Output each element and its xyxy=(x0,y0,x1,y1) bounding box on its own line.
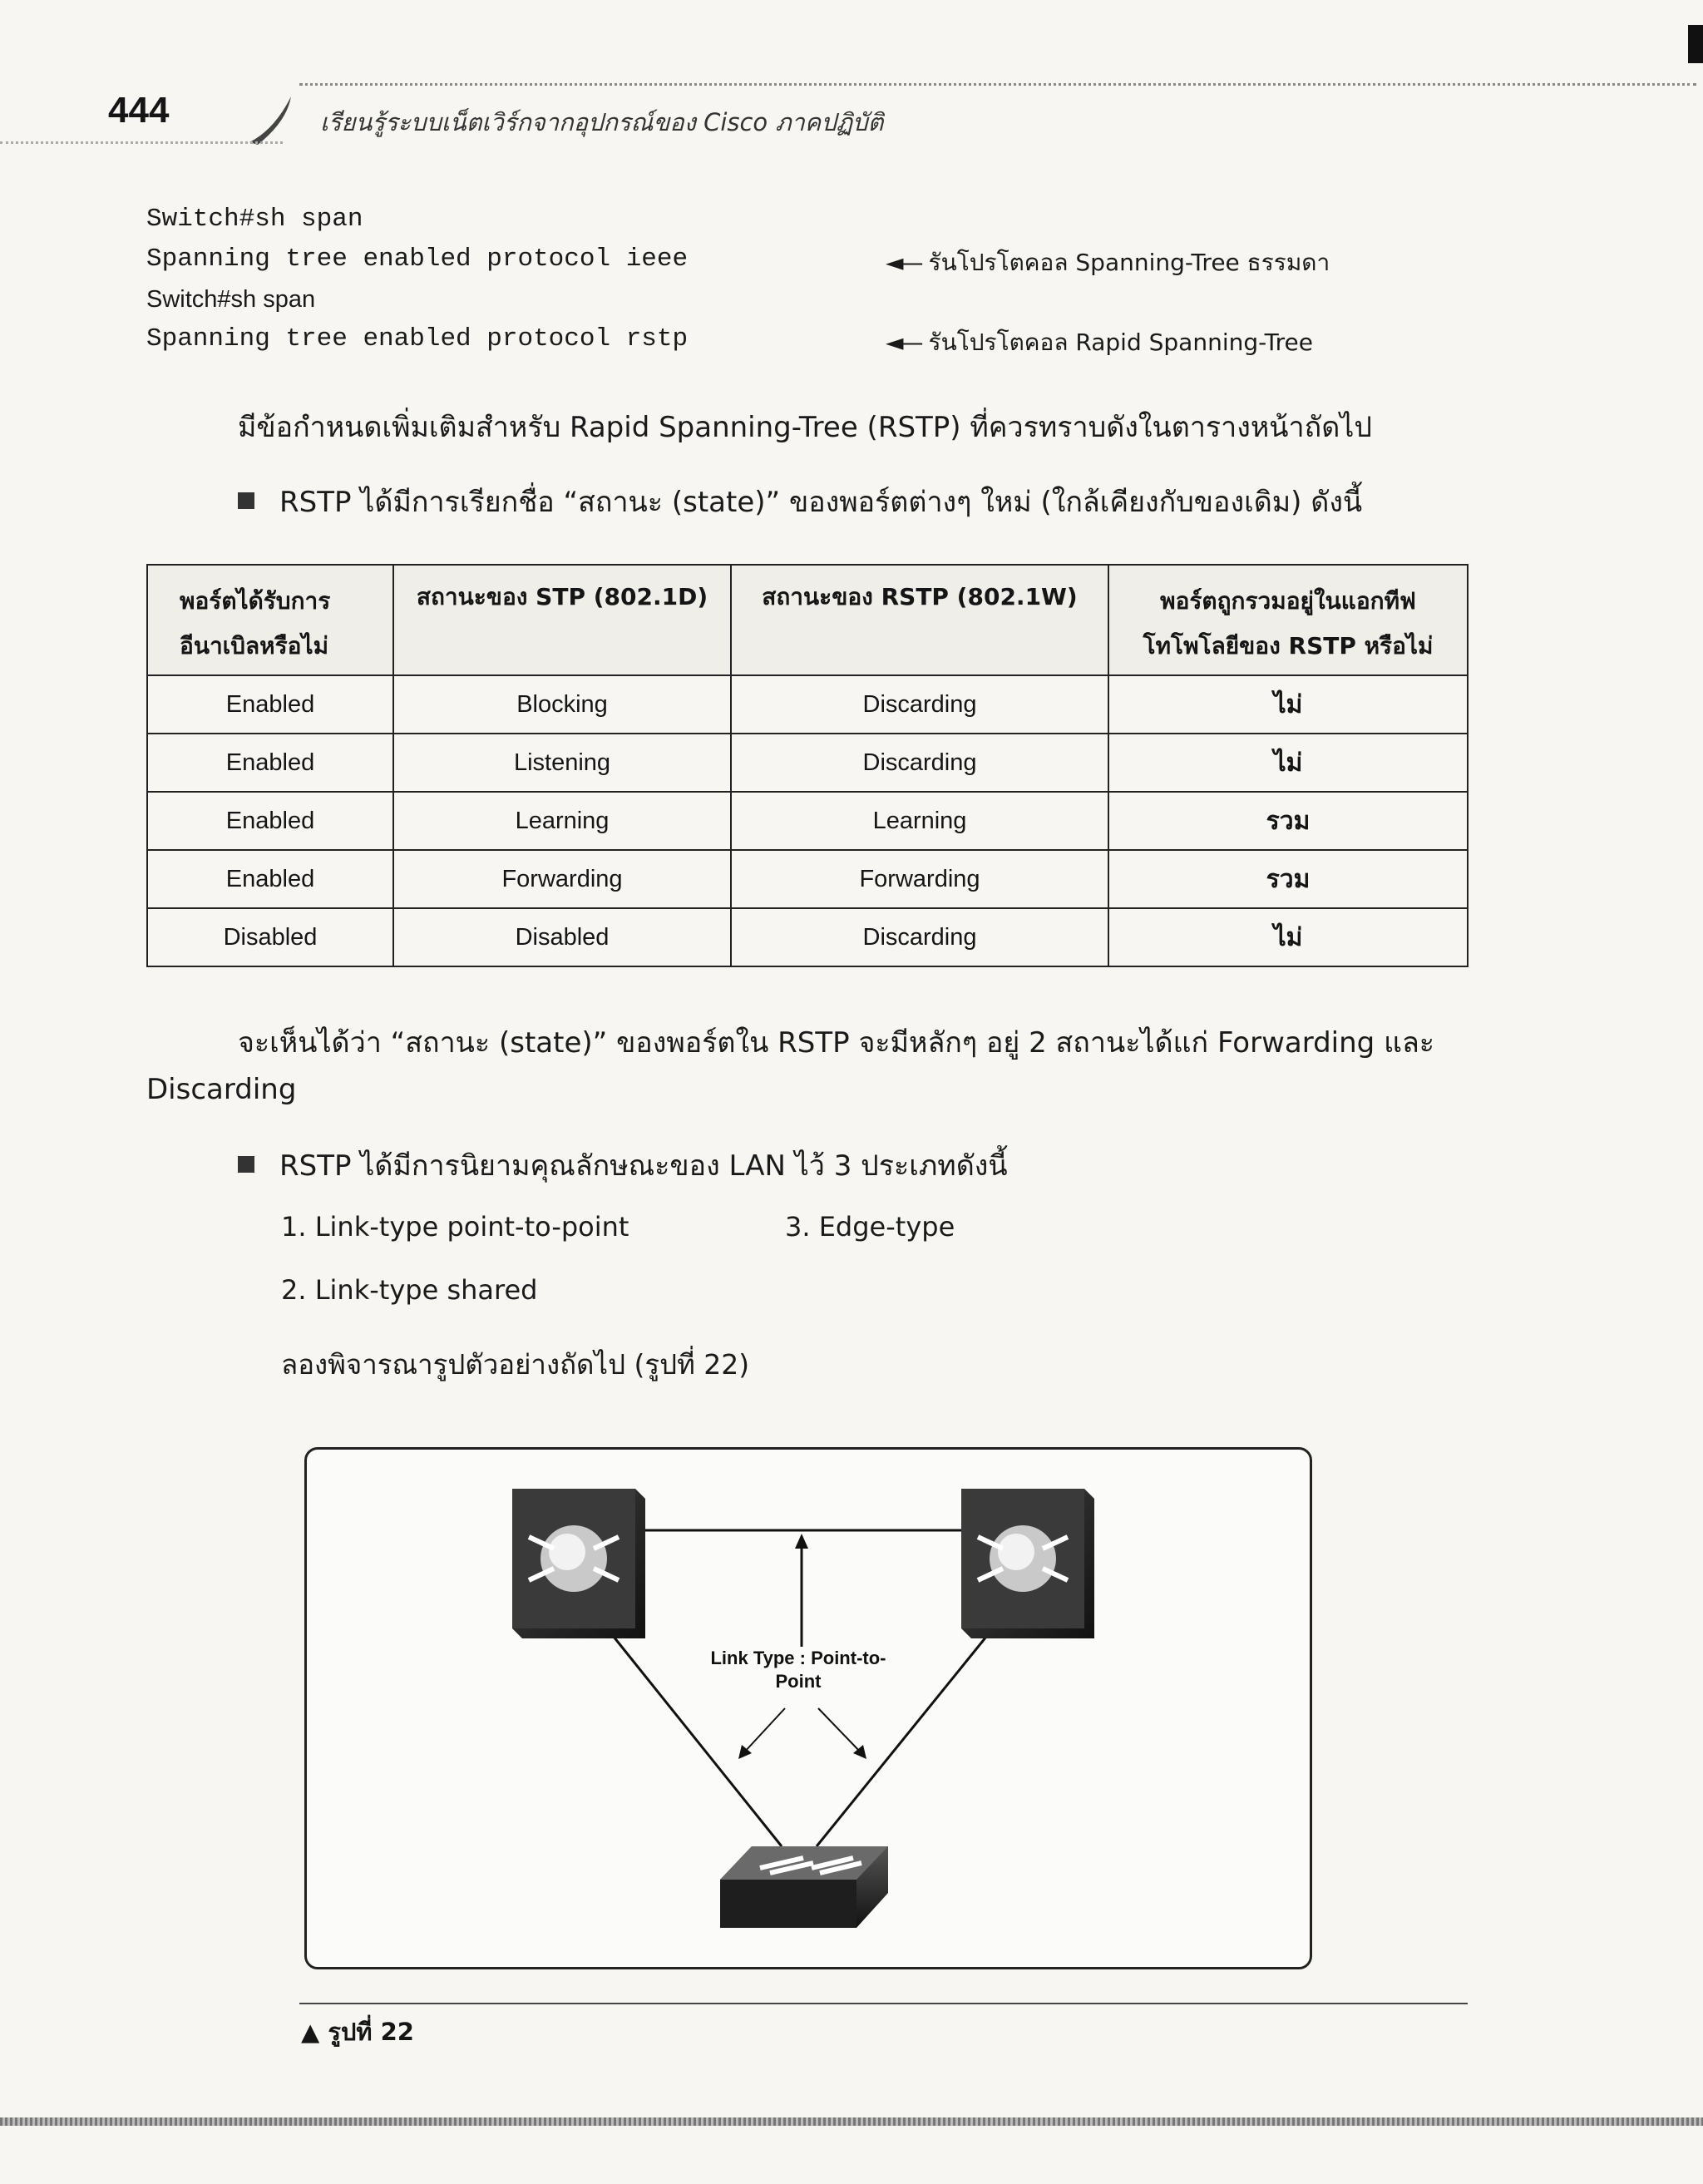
cell-stp-state: Listening xyxy=(393,734,731,792)
cell-port-enabled: Enabled xyxy=(147,734,393,792)
intro-paragraph: มีข้อกำหนดเพิ่มเติมสำหรับ Rapid Spanning-Tree (RSTP) ที่ควรทราบดังในตารางหน้าถัดไป xyxy=(238,411,1372,444)
states-summary-line-2: Discarding xyxy=(146,1073,297,1106)
square-bullet-icon xyxy=(238,492,254,509)
table-row xyxy=(147,734,1468,792)
header-stp-state: สถานะของ STP (802.1D) xyxy=(393,565,731,675)
states-summary-line-1: จะเห็นได้ว่า “สถานะ (state)” ของพอร์ตใน RSTP จะมีหลักๆ อยู่ 2 สถานะได้แก่ Forwarding และ xyxy=(238,1026,1435,1060)
cell-active-topology: ไม่ xyxy=(1108,908,1468,966)
cell-stp-state: Learning xyxy=(393,792,731,850)
lan-type-item-1: 1. Link-type point-to-point xyxy=(281,1211,629,1243)
header-rstp-state: สถานะของ RSTP (802.1W) xyxy=(731,565,1108,675)
page-number: 444 xyxy=(108,90,170,131)
header-speckle xyxy=(0,141,283,144)
table-row xyxy=(147,850,1468,908)
lan-type-item-2: 2. Link-type shared xyxy=(281,1274,538,1306)
header-active-topology: พอร์ตถูกรวมอยู่ในแอกทีฟ โทโพโลยีของ RSTP หรือไม่ xyxy=(1108,565,1468,675)
command-line-4: Spanning tree enabled protocol rstp xyxy=(146,324,689,353)
cell-active-topology: ไม่ xyxy=(1108,734,1468,792)
bullet-lan-types xyxy=(238,1143,1008,1188)
annotation-text: รันโปรโตคอล Rapid Spanning-Tree xyxy=(928,329,1313,356)
figure-intro: ลองพิจารณารูปตัวอย่างถัดไป (รูปที่ 22) xyxy=(281,1348,750,1381)
cell-active-topology: รวม xyxy=(1108,792,1468,850)
link-type-label: Link Type : Point-to- Point xyxy=(710,1648,886,1692)
margin-mark xyxy=(1688,25,1703,63)
cell-port-enabled: Disabled xyxy=(147,908,393,966)
pointer-arrow-right-icon xyxy=(818,1708,866,1759)
cell-active-topology: ไม่ xyxy=(1108,675,1468,734)
cell-stp-state: Disabled xyxy=(393,908,731,966)
bullet-text: RSTP ได้มีการเรียกชื่อ “สถานะ (state)” ของพอร์ตต่างๆ ใหม่ (ใกล้เคียงกับของเดิม) ดังนี้ xyxy=(279,486,1363,519)
page-footer-band xyxy=(0,2117,1703,2126)
command-annotation-rstp xyxy=(886,324,1313,361)
table-row xyxy=(147,675,1468,734)
cell-rstp-state: Discarding xyxy=(731,675,1108,734)
bullet-text: RSTP ได้มีการนิยามคุณลักษณะของ LAN ไว้ 3 ประเภทดังนี้ xyxy=(279,1149,1008,1183)
multilayer-switch-right-icon xyxy=(961,1489,1094,1638)
square-bullet-icon xyxy=(238,1156,254,1173)
command-line-3: Switch#sh span xyxy=(146,286,316,313)
caption-rule xyxy=(299,2003,1468,2004)
port-state-table xyxy=(146,564,1469,967)
cell-rstp-state: Discarding xyxy=(731,908,1108,966)
command-line-2: Spanning tree enabled protocol ieee xyxy=(146,245,689,274)
command-line-1: Switch#sh span xyxy=(146,205,363,234)
table-row xyxy=(147,908,1468,966)
cell-port-enabled: Enabled xyxy=(147,792,393,850)
annotation-text: รันโปรโตคอล Spanning-Tree ธรรมดา xyxy=(928,249,1330,276)
left-arrow-icon: ◄— xyxy=(886,249,921,276)
cell-active-topology: รวม xyxy=(1108,850,1468,908)
cell-rstp-state: Forwarding xyxy=(731,850,1108,908)
topology-diagram xyxy=(304,1447,1312,1969)
multilayer-switch-left-icon xyxy=(512,1489,645,1638)
table-row xyxy=(147,792,1468,850)
command-annotation-ieee xyxy=(886,245,1330,281)
layer2-switch-icon xyxy=(720,1846,888,1928)
header-port-enabled: พอร์ตได้รับการ อีนาเบิลหรือไม่ xyxy=(147,565,393,675)
pointer-arrow-up-icon xyxy=(795,1534,808,1647)
pointer-arrow-left-icon xyxy=(738,1708,785,1759)
left-arrow-icon: ◄— xyxy=(886,329,921,356)
table-header-row xyxy=(147,565,1468,675)
cell-rstp-state: Learning xyxy=(731,792,1108,850)
running-header-title: เรียนรู้ระบบเน็ตเวิร์กจากอุปกรณ์ของ Cisco ภาคปฏิบัติ xyxy=(320,108,884,136)
header-swoosh-decoration xyxy=(241,80,316,146)
cell-stp-state: Forwarding xyxy=(393,850,731,908)
header-rule xyxy=(299,83,1696,86)
cell-port-enabled: Enabled xyxy=(147,850,393,908)
cell-port-enabled: Enabled xyxy=(147,675,393,734)
lan-type-item-3: 3. Edge-type xyxy=(785,1211,955,1243)
figure-caption: ▲ รูปที่ 22 xyxy=(301,2018,414,2046)
bullet-rstp-states xyxy=(238,479,1362,524)
cell-rstp-state: Discarding xyxy=(731,734,1108,792)
cell-stp-state: Blocking xyxy=(393,675,731,734)
